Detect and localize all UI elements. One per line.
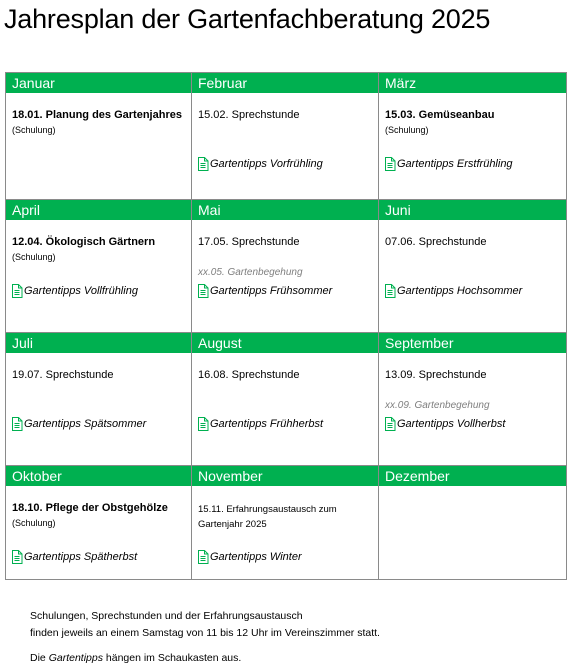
month-header: Oktober <box>6 466 191 486</box>
garden-tips-label: Gartentipps Vollfrühling <box>24 285 138 297</box>
event-title-line: Gartenjahr 2025 <box>198 519 267 530</box>
garden-tips-link[interactable] <box>384 417 505 431</box>
garden-tips-label: Gartentipps Erstfrühling <box>397 158 513 170</box>
event-type: (Schulung) <box>12 125 56 135</box>
page-title: Jahresplan der Gartenfachberatung 2025 <box>4 4 491 34</box>
event-title: 12.04. Ökologisch Gärtnern <box>12 236 156 248</box>
garden-tips-label: Gartentipps Vollherbst <box>397 418 506 430</box>
month-header: März <box>379 73 566 93</box>
footer-note-line: finden jeweils an einem Samstag von 11 bis 12 Uhr im Vereinszimmer statt. <box>30 627 380 639</box>
garden-tips-link[interactable] <box>384 284 522 298</box>
month-header: September <box>379 333 566 353</box>
document-icon <box>384 157 396 171</box>
garden-tips-label: Gartentipps Spätherbst <box>24 551 138 563</box>
month-cell-juli <box>6 333 192 466</box>
event-title: 19.07. Sprechstunde <box>12 369 114 381</box>
year-plan-table <box>5 72 567 580</box>
garden-tips-link[interactable] <box>197 157 323 171</box>
garden-tips-label: Gartentipps Frühherbst <box>210 418 324 430</box>
event-type: (Schulung) <box>12 518 56 528</box>
month-cell-januar <box>6 73 192 200</box>
event-title: 18.10. Pflege der Obstgehölze <box>12 502 168 514</box>
month-header: Januar <box>6 73 191 93</box>
event-title: 15.02. Sprechstunde <box>198 109 300 121</box>
event-type: (Schulung) <box>12 252 56 262</box>
month-cell-november <box>192 466 379 579</box>
footer-tips-word: Gartentipps <box>48 652 103 664</box>
garden-tips-link[interactable] <box>11 417 146 431</box>
event-title: 07.06. Sprechstunde <box>385 236 487 248</box>
garden-tips-link[interactable] <box>197 284 332 298</box>
document-icon <box>197 417 209 431</box>
month-cell-september <box>379 333 566 466</box>
event-title-line: 15.11. Erfahrungsaustausch zum <box>198 504 337 515</box>
document-icon <box>197 284 209 298</box>
month-cell-oktober <box>6 466 192 579</box>
document-icon <box>11 284 23 298</box>
event-tentative: xx.09. Gartenbegehung <box>385 400 490 411</box>
document-icon <box>11 550 23 564</box>
document-icon <box>11 417 23 431</box>
garden-tips-label: Gartentipps Winter <box>210 551 302 563</box>
month-header: Juni <box>379 200 566 220</box>
garden-tips-link[interactable] <box>11 550 137 564</box>
garden-tips-label: Gartentipps Hochsommer <box>397 285 523 297</box>
month-header: Februar <box>192 73 378 93</box>
event-tentative: xx.05. Gartenbegehung <box>198 267 303 278</box>
document-icon <box>384 284 396 298</box>
month-header: Dezember <box>379 466 566 486</box>
month-cell-mai <box>192 200 379 333</box>
event-title: 18.01. Planung des Gartenjahres <box>12 109 182 121</box>
garden-tips-label: Gartentipps Vorfrühling <box>210 158 323 170</box>
month-cell-februar <box>192 73 379 200</box>
garden-tips-link[interactable] <box>384 157 513 171</box>
footer-text: hängen im Schaukasten aus. <box>102 652 242 664</box>
month-cell-maerz <box>379 73 566 200</box>
event-type: (Schulung) <box>385 125 429 135</box>
month-cell-dezember <box>379 466 566 579</box>
footer-text: Die <box>30 652 49 664</box>
event-title: 13.09. Sprechstunde <box>385 369 487 381</box>
month-cell-juni <box>379 200 566 333</box>
garden-tips-label: Gartentipps Frühsommer <box>210 285 333 297</box>
garden-tips-label: Gartentipps Spätsommer <box>24 418 147 430</box>
month-header: August <box>192 333 378 353</box>
footer-note-tips <box>30 652 241 664</box>
event-title: 17.05. Sprechstunde <box>198 236 300 248</box>
month-cell-april <box>6 200 192 333</box>
month-header: Juli <box>6 333 191 353</box>
event-title <box>198 502 337 532</box>
month-cell-august <box>192 333 379 466</box>
month-header: Mai <box>192 200 378 220</box>
month-header: November <box>192 466 378 486</box>
garden-tips-link[interactable] <box>11 284 138 298</box>
month-header: April <box>6 200 191 220</box>
document-icon <box>197 550 209 564</box>
garden-tips-link[interactable] <box>197 417 323 431</box>
document-icon <box>197 157 209 171</box>
document-icon <box>384 417 396 431</box>
garden-tips-link[interactable] <box>197 550 302 564</box>
event-title: 15.03. Gemüseanbau <box>385 109 495 121</box>
footer-note-line: Schulungen, Sprechstunden und der Erfahrungsaustausch <box>30 610 303 622</box>
event-title: 16.08. Sprechstunde <box>198 369 300 381</box>
